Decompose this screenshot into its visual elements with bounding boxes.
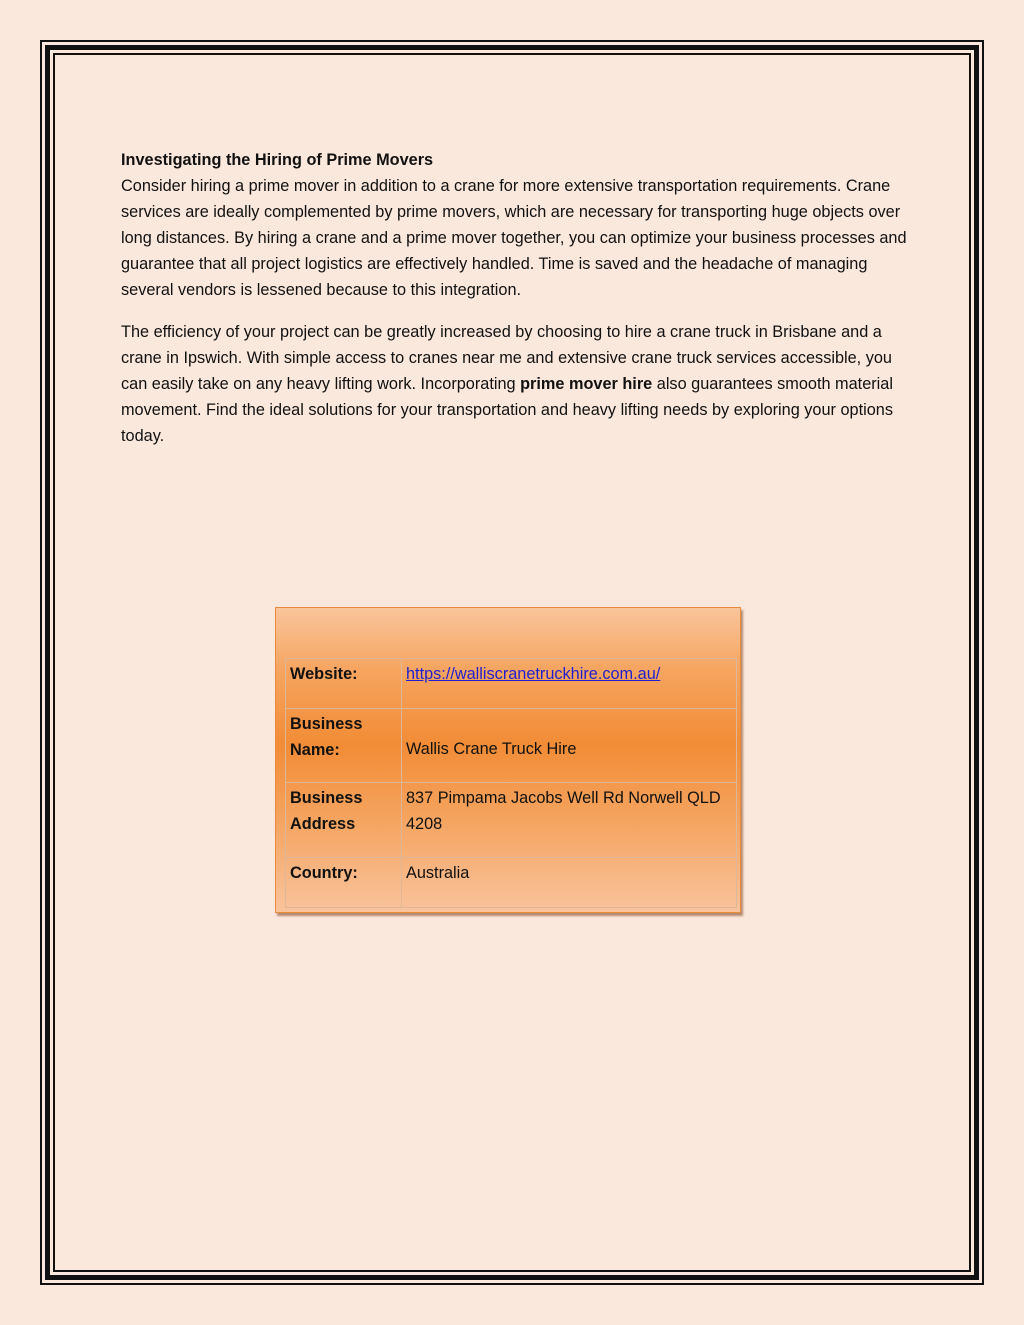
table-row-website: [286, 659, 737, 709]
article-paragraph-1-text: Consider hiring a prime mover in addition to a crane for more extensive transportation requirements. Crane services are ideally complemented by prime movers, which are necessary for transporting huge objects over long distances. By hiring a crane and a prime mover together, you can optimize your business processes and guarantee that all project logistics are effectively handled. Time is saved and the headache of managing several vendors is lessened because to this integration.: [121, 177, 907, 299]
paragraph-2-text-end: also guarantees smooth material movement. Find the ideal solutions for your transportation and heavy lifting needs by exploring your options today.: [121, 375, 893, 445]
article-heading: Investigating the Hiring of Prime Movers: [121, 151, 434, 169]
table-row-country: [286, 858, 737, 908]
business-name-label: Business Name:: [286, 709, 402, 783]
prime-mover-hire-keyword: prime mover hire: [520, 375, 653, 393]
business-info-table: [285, 658, 737, 908]
paragraph-2-text-start: The efficiency of your project can be greatly increased by choosing to hire a crane truck in Brisbane and a crane in Ipswich. With simple access to cranes near me and extensive crane truck services accessible, you can easily take on any heavy lifting work. Incorporating: [121, 323, 892, 393]
article-body: [121, 147, 911, 449]
article-paragraph-1: [121, 147, 911, 303]
article-paragraph-2: [121, 319, 911, 449]
table-row-business-address: [286, 783, 737, 858]
country-value: Australia: [402, 858, 737, 908]
website-value-cell: [402, 659, 737, 709]
business-address-label: Business Address: [286, 783, 402, 858]
website-link[interactable]: https://walliscranetruckhire.com.au/: [406, 665, 661, 683]
business-info-box: [275, 607, 741, 913]
table-row-business-name: [286, 709, 737, 783]
website-label: Website:: [286, 659, 402, 709]
business-address-value: 837 Pimpama Jacobs Well Rd Norwell QLD 4208: [402, 783, 737, 858]
country-label: Country:: [286, 858, 402, 908]
business-name-value: Wallis Crane Truck Hire: [402, 709, 737, 783]
